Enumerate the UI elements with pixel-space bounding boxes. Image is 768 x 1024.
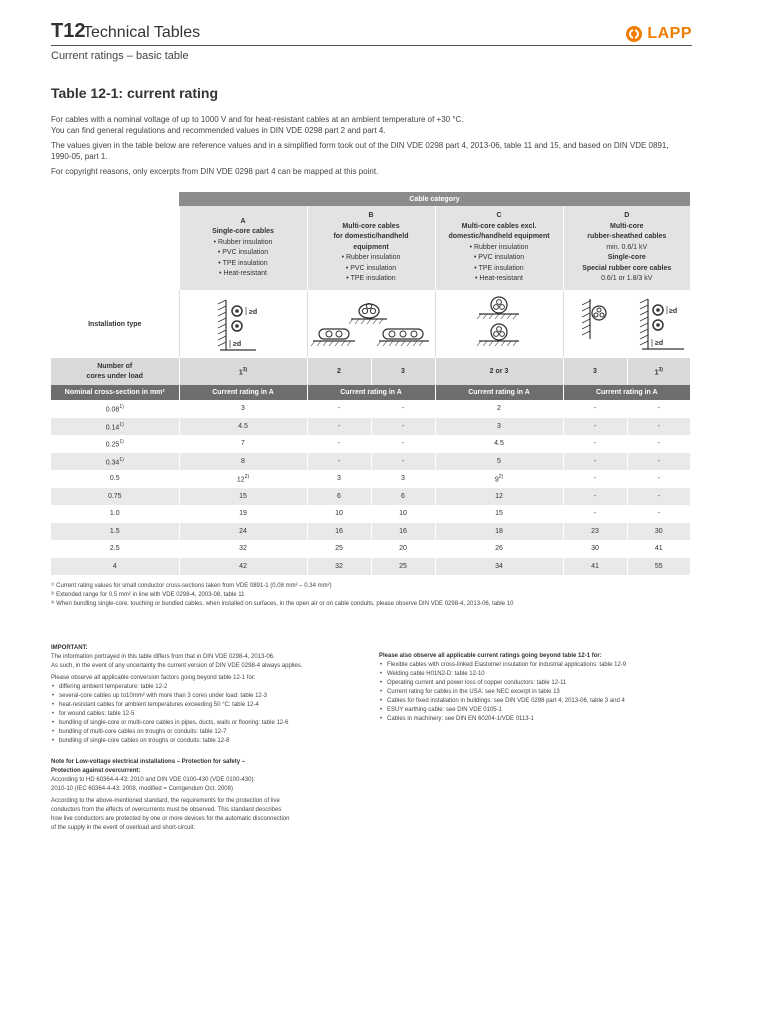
left-notes bbox=[51, 644, 351, 836]
rating-cell bbox=[371, 488, 435, 506]
list-item: • bundling of single-core or multi-core cables in pipes, ducts, walls or flooring: table 12-6 bbox=[51, 719, 351, 728]
rating-cell bbox=[179, 488, 307, 506]
rating-cell bbox=[435, 435, 563, 453]
rating-cell bbox=[307, 505, 371, 523]
category-line: • PVC insulation bbox=[473, 254, 525, 262]
cell-value: 55 bbox=[654, 562, 663, 570]
list-item: • differing ambient temperature: table 12-2 bbox=[51, 683, 351, 692]
cell-value: 10 bbox=[335, 510, 343, 518]
rating-cell bbox=[179, 505, 307, 523]
category-line: • TPE insulation bbox=[346, 275, 396, 283]
cores-cell: 2 or 3 bbox=[435, 358, 563, 385]
cross-section-cell bbox=[51, 453, 179, 471]
rating-cell bbox=[179, 400, 307, 418]
cores-value: 1 bbox=[654, 369, 659, 377]
cell-value: 25 bbox=[335, 545, 343, 553]
category-letter: B bbox=[368, 212, 374, 220]
conversion-factor-list bbox=[51, 683, 351, 746]
cell-value: - bbox=[401, 440, 405, 448]
rating-cell bbox=[307, 453, 371, 471]
category-line: • PVC insulation bbox=[217, 249, 269, 256]
cross-section-cell bbox=[51, 558, 179, 576]
cell-value: - bbox=[593, 440, 597, 448]
list-item: • Cables for fixed installation in buildings: see DIN VDE 0298 part 4, 2013-06, table 3 and 4 bbox=[379, 697, 699, 706]
rating-cell bbox=[307, 418, 371, 436]
intro-paragraph: For cables with a nominal voltage of up to 1000 V and for heat-resistant cables at an ambient temperature of +30 °C. You can find general regulations and recommended values in DIN VDE 0298 part 2 and part 4. bbox=[51, 115, 464, 135]
rating-cell bbox=[435, 523, 563, 541]
cell-value: 0.25 bbox=[105, 441, 120, 449]
rating-cell bbox=[563, 505, 627, 523]
rating-header-row bbox=[51, 385, 690, 400]
cell-value: 0.14 bbox=[105, 423, 120, 431]
cell-value: - bbox=[593, 457, 597, 465]
cell-value: 5 bbox=[497, 457, 501, 465]
footnote: ³⁾ When bundling single-core, touching or bundled cables, when installed on surfaces, in the open air or on cable conduits, please observe DIN VDE 0298-4, 2013-06, table 10 bbox=[51, 601, 514, 607]
important-text: The information portrayed in this table differs from that in DIN VDE 0298-4, 2013-06. As such, in the event of any uncertainty the current version of DIN VDE 0298-4 always applies. bbox=[51, 654, 303, 669]
rating-cell bbox=[179, 470, 307, 488]
cores-value: 1 bbox=[238, 369, 243, 377]
footnote: ¹⁾ Current rating values for small conductor cross-sections taken from VDE 0891-1 (0.08 mm² – 0.34 mm²) bbox=[51, 583, 332, 589]
lapp-logo-icon bbox=[626, 26, 642, 42]
list-item: • Flexible cables with cross-linked Elastomer insulation for industrial applications: table 12-9 bbox=[379, 661, 699, 670]
cell-value: - bbox=[657, 405, 660, 413]
cell-value: 12 bbox=[495, 492, 503, 500]
rating-cell bbox=[627, 400, 690, 418]
list-item: • for wound cables: table 12-5 bbox=[51, 710, 351, 719]
cell-value: 16 bbox=[399, 527, 407, 535]
category-d bbox=[563, 206, 690, 290]
category-line: • Rubber insulation bbox=[469, 243, 529, 251]
footnote-ref: 1) bbox=[119, 439, 124, 446]
rating-cell bbox=[371, 435, 435, 453]
list-item: • ESUY earthing cable: see DIN VDE 0105-1 bbox=[379, 706, 699, 715]
rating-cell bbox=[435, 453, 563, 471]
cell-value: - bbox=[401, 405, 405, 413]
cell-value: 42 bbox=[239, 562, 247, 570]
installation-b-illustration bbox=[307, 290, 435, 358]
cell-value: 30 bbox=[591, 545, 599, 553]
rating-cell bbox=[307, 488, 371, 506]
observe-intro: Please observe all applicable conversion factors going beyond table 12-1 for: bbox=[51, 675, 256, 681]
intro-paragraph: The values given in the table below are reference values and in a simplified form took out of the DIN VDE 0298 part 4, 2013-06, table 11 and 15, and based on DIN VDE 0891, 1990-05, part 1. bbox=[51, 141, 669, 161]
svg-text:≥d: ≥d bbox=[233, 341, 242, 348]
lapp-logo bbox=[626, 24, 692, 44]
cross-section-cell bbox=[51, 400, 179, 418]
rating-cell bbox=[307, 435, 371, 453]
cores-cell: 3 bbox=[563, 358, 627, 385]
page-header bbox=[51, 18, 692, 46]
rating-cell bbox=[563, 470, 627, 488]
right-heading: Please also observe all applicable current ratings going beyond table 12-1 for: bbox=[379, 653, 602, 659]
cell-value: 19 bbox=[239, 510, 247, 518]
table-row bbox=[51, 418, 690, 436]
cell-value: - bbox=[657, 510, 660, 518]
category-letter: D bbox=[624, 212, 630, 220]
list-item: • Cables in machinery: see DIN EN 60204-1/VDE 0113-1 bbox=[379, 715, 699, 724]
rating-cell bbox=[627, 523, 690, 541]
cell-value: 30 bbox=[654, 527, 663, 535]
list-item: • bundling of single-core cables on troughs or conduits: table 12-8 bbox=[51, 737, 351, 746]
note-heading: Note for Low-voltage electrical installations – Protection for safety – Protection against overcurrent: bbox=[51, 759, 246, 774]
rating-cell bbox=[435, 558, 563, 576]
cell-value: 9 bbox=[494, 476, 499, 484]
rating-cell bbox=[627, 488, 690, 506]
cell-value: - bbox=[337, 457, 341, 465]
footnote-ref: 2) bbox=[498, 474, 504, 481]
footnote-ref: 1) bbox=[119, 421, 124, 428]
rating-cell bbox=[435, 540, 563, 558]
rating-cell bbox=[627, 418, 690, 436]
cell-value: 12 bbox=[236, 476, 245, 484]
rating-cell bbox=[563, 453, 627, 471]
category-line: • Rubber insulation bbox=[213, 238, 273, 246]
cell-value: 3 bbox=[337, 475, 341, 483]
cell-value: - bbox=[657, 492, 660, 500]
cell-value: 23 bbox=[591, 527, 599, 535]
additional-ratings-list bbox=[379, 661, 699, 724]
rating-cell bbox=[307, 540, 371, 558]
right-notes bbox=[379, 652, 699, 724]
cell-value: - bbox=[593, 492, 597, 500]
category-line: • Rubber insulation bbox=[341, 254, 401, 262]
category-line: min. 0.6/1 kV bbox=[606, 243, 648, 251]
cell-value: - bbox=[337, 422, 341, 430]
rating-cell bbox=[435, 418, 563, 436]
rating-cell bbox=[563, 523, 627, 541]
category-line: • Heat-resistant bbox=[475, 275, 523, 283]
list-item: • Welding cable H01N2-D: table 12-10 bbox=[379, 670, 699, 679]
footnote-ref: 3) bbox=[242, 366, 248, 373]
list-item: • bundling of multi-core cables on troughs or conduits: table 12-7 bbox=[51, 728, 351, 737]
svg-text:≥d: ≥d bbox=[668, 308, 677, 315]
cell-value: 34 bbox=[495, 562, 503, 570]
cell-value: 4.5 bbox=[238, 422, 248, 430]
cross-section-cell bbox=[51, 488, 179, 506]
cell-value: 32 bbox=[239, 545, 247, 553]
svg-text:≥d: ≥d bbox=[654, 340, 663, 347]
footnote-ref: 2) bbox=[244, 474, 250, 481]
cell-value: 6 bbox=[337, 492, 341, 500]
current-rating-table bbox=[51, 192, 690, 575]
category-name: Single-core cables bbox=[212, 228, 274, 235]
installation-type-row bbox=[51, 290, 690, 358]
cable-category-label: Cable category bbox=[179, 192, 690, 206]
rating-cell bbox=[307, 400, 371, 418]
table-row bbox=[51, 558, 690, 576]
rating-cell bbox=[371, 400, 435, 418]
cell-value: 20 bbox=[399, 545, 407, 553]
cell-value: 2 bbox=[497, 405, 501, 413]
cell-value: 4.5 bbox=[494, 440, 504, 448]
rating-cell bbox=[179, 540, 307, 558]
blank-cell bbox=[51, 192, 179, 206]
table-title: Table 12-1: current rating bbox=[51, 85, 219, 101]
cell-value: 0.08 bbox=[105, 406, 120, 414]
round-cable-icon bbox=[454, 293, 544, 355]
rubber-sheathed-cable-icon bbox=[568, 293, 686, 355]
rating-cell bbox=[371, 470, 435, 488]
category-line: Single-core bbox=[607, 254, 646, 262]
cell-value: - bbox=[593, 475, 597, 483]
category-line: • PVC insulation bbox=[345, 264, 397, 272]
cell-value: - bbox=[593, 510, 597, 518]
rating-cell bbox=[563, 488, 627, 506]
cross-section-cell bbox=[51, 540, 179, 558]
rating-header: Current rating in A bbox=[435, 385, 563, 400]
cell-value: 7 bbox=[241, 440, 245, 448]
cores-label: Number of cores under load bbox=[51, 358, 179, 385]
intro-text bbox=[51, 114, 671, 181]
installation-a-illustration bbox=[179, 290, 307, 358]
table-row bbox=[51, 488, 690, 506]
cross-section-cell bbox=[51, 523, 179, 541]
rating-header: Current rating in A bbox=[307, 385, 435, 400]
cores-cell: 3 bbox=[371, 358, 435, 385]
category-a bbox=[179, 206, 307, 290]
table-row bbox=[51, 435, 690, 453]
table-row bbox=[51, 453, 690, 471]
cell-value: - bbox=[593, 422, 597, 430]
category-line: Special rubber core cables bbox=[582, 264, 672, 272]
installation-d-illustration bbox=[563, 290, 690, 358]
cell-value: - bbox=[657, 457, 660, 465]
footnote-ref: 1) bbox=[119, 404, 124, 411]
cores-cell bbox=[179, 358, 307, 385]
table-row bbox=[51, 470, 690, 488]
category-letter: C bbox=[496, 212, 502, 220]
rating-cell bbox=[563, 435, 627, 453]
category-c bbox=[435, 206, 563, 290]
cell-value: 8 bbox=[241, 457, 245, 465]
table-row bbox=[51, 400, 690, 418]
cores-row bbox=[51, 358, 690, 385]
cross-section-cell bbox=[51, 435, 179, 453]
wall-mounted-single-core-icon bbox=[208, 294, 278, 354]
cell-value: - bbox=[401, 457, 405, 465]
cell-value: 3 bbox=[241, 405, 245, 413]
rating-cell bbox=[563, 558, 627, 576]
cell-value: 10 bbox=[399, 510, 407, 518]
cell-value: 1.5 bbox=[109, 527, 120, 535]
rating-cell bbox=[371, 540, 435, 558]
rating-cell bbox=[307, 470, 371, 488]
note-paragraph: According to the above-mentioned standard, the requirements for the protection of live conductors from the effects of overcurrents must be observed. This standard describes how live conductors are protected by one or more devices for the automatic disconnection of the supply in the event of overload and short-circuit. bbox=[51, 798, 290, 831]
rating-cell bbox=[307, 558, 371, 576]
rating-cell bbox=[307, 523, 371, 541]
cell-value: 25 bbox=[399, 562, 407, 570]
cross-section-cell bbox=[51, 470, 179, 488]
cell-value: 24 bbox=[239, 527, 247, 535]
cell-value: - bbox=[657, 422, 660, 430]
rating-cell bbox=[179, 453, 307, 471]
installation-c-illustration bbox=[435, 290, 563, 358]
blank-cell bbox=[51, 206, 179, 290]
cell-value: - bbox=[337, 440, 341, 448]
footnote-ref: 1) bbox=[119, 456, 124, 463]
rating-cell bbox=[371, 523, 435, 541]
list-item: • Operating current and power loss of copper conductors: table 12-11 bbox=[379, 679, 699, 688]
rating-cell bbox=[371, 418, 435, 436]
category-description-row bbox=[51, 206, 690, 290]
category-line: 0.6/1 or 1.8/3 kV bbox=[601, 275, 653, 283]
cell-value: 32 bbox=[335, 562, 343, 570]
cores-cell: 2 bbox=[307, 358, 371, 385]
rating-cell bbox=[563, 418, 627, 436]
cores-cell bbox=[627, 358, 690, 385]
rating-header: Current rating in A bbox=[563, 385, 690, 400]
rating-cell bbox=[435, 400, 563, 418]
cell-value: 2.5 bbox=[109, 545, 120, 553]
rating-rows bbox=[51, 400, 690, 575]
rating-cell bbox=[627, 470, 690, 488]
section-subtitle: Current ratings – basic table bbox=[51, 50, 189, 62]
cell-value: 26 bbox=[495, 545, 503, 553]
list-item: • Current rating for cables in the USA: see NEC excerpt in table 13 bbox=[379, 688, 699, 697]
rating-cell bbox=[179, 418, 307, 436]
category-line: • TPE insulation bbox=[474, 264, 524, 272]
section-code: T12 bbox=[51, 20, 86, 42]
cell-value: 0.75 bbox=[107, 492, 122, 500]
cell-value: - bbox=[337, 405, 341, 413]
footnote: ²⁾ Extended range for 0.5 mm² in line with VDE 0298-4, 2003-08, table 11 bbox=[51, 592, 245, 598]
rating-cell bbox=[563, 540, 627, 558]
rating-cell bbox=[627, 558, 690, 576]
cell-value: 16 bbox=[335, 527, 343, 535]
category-line: • TPE insulation bbox=[218, 259, 268, 267]
svg-text:≥d: ≥d bbox=[249, 309, 258, 316]
rating-cell bbox=[435, 488, 563, 506]
rating-cell bbox=[563, 400, 627, 418]
cell-value: - bbox=[657, 475, 660, 483]
cell-value: 41 bbox=[591, 562, 599, 570]
rating-cell bbox=[179, 435, 307, 453]
section-title: Technical Tables bbox=[83, 24, 201, 41]
important-heading: IMPORTANT: bbox=[51, 645, 88, 651]
cross-section-cell bbox=[51, 505, 179, 523]
rating-cell bbox=[179, 558, 307, 576]
table-row bbox=[51, 505, 690, 523]
footnote-ref: 3) bbox=[658, 366, 663, 373]
rating-cell bbox=[627, 435, 690, 453]
cell-value: 0.5 bbox=[109, 475, 120, 483]
cell-value: 15 bbox=[495, 510, 503, 518]
category-letter: A bbox=[240, 217, 246, 225]
cell-value: - bbox=[401, 422, 405, 430]
category-header-row bbox=[51, 192, 690, 206]
rating-cell bbox=[371, 558, 435, 576]
logo-text: LAPP bbox=[647, 25, 692, 42]
rating-cell bbox=[627, 505, 690, 523]
cell-value: 41 bbox=[654, 545, 663, 553]
cell-value: - bbox=[657, 440, 660, 448]
rating-cell bbox=[627, 540, 690, 558]
category-name: Multi-core rubber-sheathed cables bbox=[587, 222, 667, 241]
category-line: • Heat-resistant bbox=[219, 270, 267, 277]
list-item: • heat-resistant cables for ambient temperatures exceeding 50 °C: table 12-4 bbox=[51, 701, 351, 710]
category-name: Multi-core cables for domestic/handheld equipment bbox=[333, 222, 409, 251]
cell-value: 15 bbox=[239, 492, 247, 500]
category-b bbox=[307, 206, 435, 290]
flat-cables-icon bbox=[311, 293, 431, 355]
intro-paragraph: For copyright reasons, only excerpts from DIN VDE 0298 part 4 can be mapped at this point. bbox=[51, 167, 379, 176]
rating-cell bbox=[435, 505, 563, 523]
rating-cell bbox=[179, 523, 307, 541]
cell-value: 0.34 bbox=[105, 458, 120, 466]
nominal-cross-section-header: Nominal cross-section in mm² bbox=[51, 385, 179, 400]
rating-cell bbox=[371, 453, 435, 471]
cell-value: 6 bbox=[401, 492, 405, 500]
rating-cell bbox=[627, 453, 690, 471]
cell-value: 3 bbox=[497, 422, 501, 430]
note-paragraph: According to HD 60364-4-43: 2010 and DIN VDE 0100-430 (VDE 0100-430): 2010-10 (IEC 60364-4-43: 2008, modified = Corrigendum Oct. 2008) bbox=[51, 777, 256, 792]
table-footnotes bbox=[51, 582, 701, 609]
cell-value: 4 bbox=[112, 562, 117, 570]
rating-cell bbox=[371, 505, 435, 523]
list-item: • several-core cables up to10mm² with more than 3 cores under load: table 12-3 bbox=[51, 692, 351, 701]
cross-section-cell bbox=[51, 418, 179, 436]
cell-value: 1.0 bbox=[109, 510, 120, 518]
cell-value: - bbox=[593, 405, 597, 413]
category-name: Multi-core cables excl. domestic/handheld equipment bbox=[448, 222, 550, 241]
cell-value: 18 bbox=[495, 527, 503, 535]
installation-type-label: Installation type bbox=[51, 290, 179, 358]
rating-header: Current rating in A bbox=[179, 385, 307, 400]
cell-value: 3 bbox=[401, 475, 405, 483]
table-row bbox=[51, 540, 690, 558]
rating-cell bbox=[435, 470, 563, 488]
table-row bbox=[51, 523, 690, 541]
